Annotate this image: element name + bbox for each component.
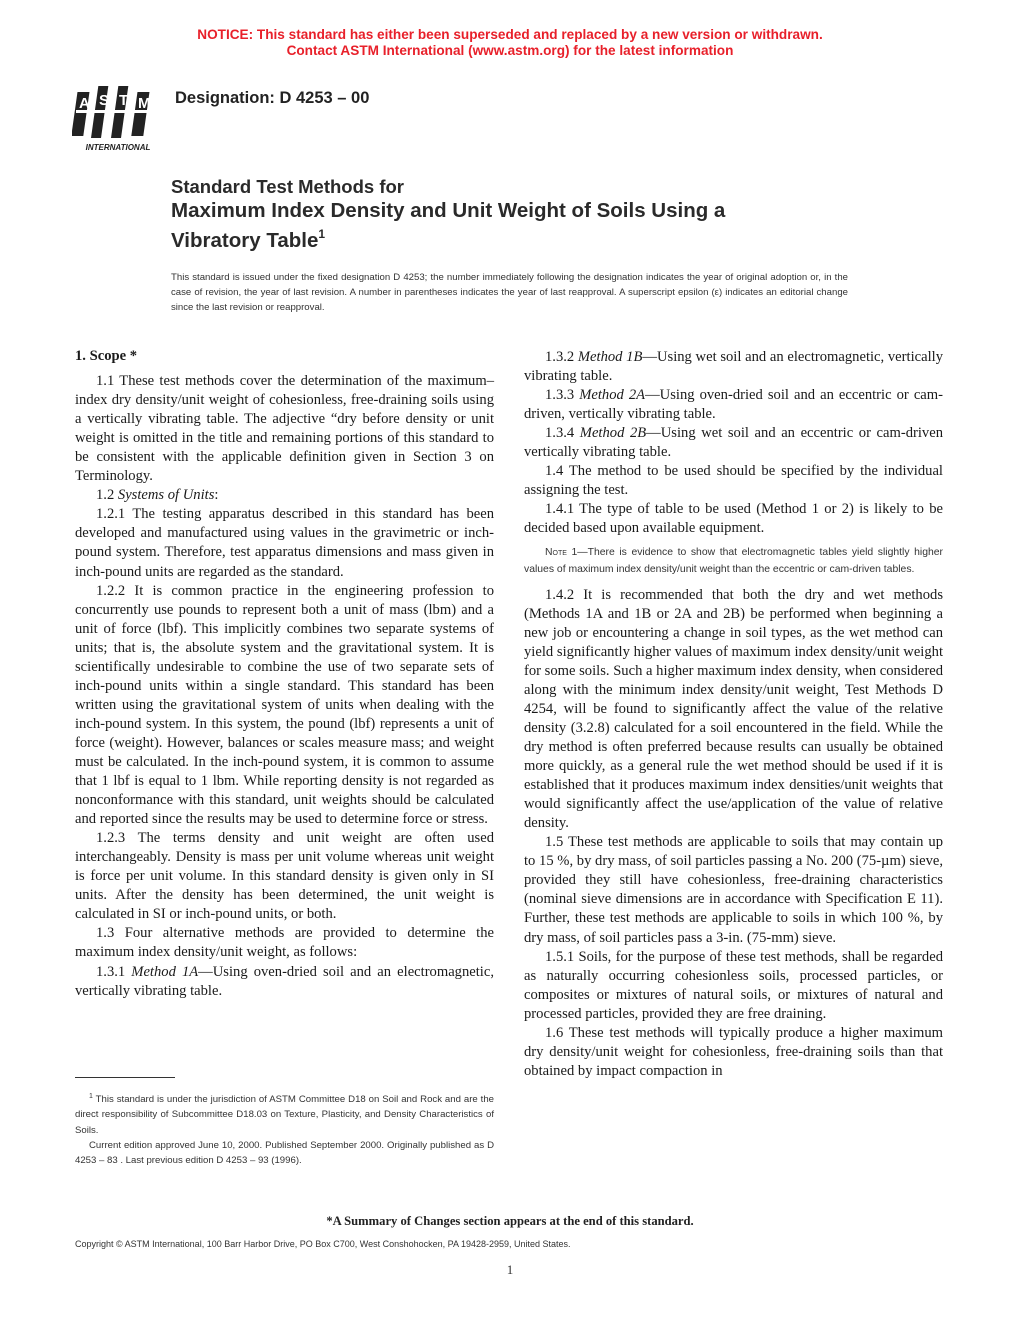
para-1-5-1: 1.5.1 Soils, for the purpose of these test methods, shall be regarded as naturally occurring cohesionless soils, processed particles, or composites or mixtures of natural soils, or mixtures of natural and processed particles, provided they are free draining.	[524, 948, 943, 1022]
para-1-4-1: 1.4.1 The type of table to be used (Method 1 or 2) is likely to be decided based upon available equipment.	[524, 501, 943, 537]
note-label: Note 1	[545, 547, 578, 559]
notice-line-2: Contact ASTM International (www.astm.org) for the latest information	[286, 43, 734, 58]
page-number: 1	[506, 1262, 514, 1277]
para-1-2: 1.2 Systems of Units:	[96, 487, 219, 504]
para-1-4: 1.4 The method to be used should be specified by the individual assigning the test.	[524, 463, 943, 499]
para-1-2-1: 1.2.1 The testing apparatus described in this standard has been developed and manufactured using values in the gravimetric or inch-pound system. Therefore, test apparatus dimensions and mass given in inch-pound units are regarded as the standard.	[75, 506, 494, 580]
para-1-3: 1.3 Four alternative methods are provided to determine the maximum index density/unit weight, as follows:	[75, 925, 494, 961]
footnote-para-1: $^1$ This standard is under the jurisdiction of ASTM Committee D18 on Soil and Rock and are the direct responsibility of Subcommittee D18.03 on Texture, Plasticity, and Density Characteristics of Soils.	[75, 1093, 494, 1136]
copyright-line: Copyright © ASTM International, 100 Barr Harbor Drive, PO Box C700, West Conshohocken, PA 19428-2959, United States.	[75, 1239, 571, 1249]
svg-text:S: S	[99, 92, 110, 109]
para-1-3-2: 1.3.2 Method 1B—Using wet soil and an electromagnetic, vertically vibrating table.	[524, 349, 943, 385]
para-1-6: 1.6 These test methods will typically produce a higher maximum dry density/unit weight for cohesionless, free-draining soils than that obtained by impact compaction in	[524, 1024, 943, 1079]
para-1-1: 1.1 These test methods cover the determination of the maximum–index dry density/unit weight of cohesionless, free-draining soils using a vertically vibrating table. The adjective “dry before density or unit weight is omitted in the title and remaining portions of this standard to be consistent with the applicable definition given in Section 3 on Terminology.	[75, 373, 494, 485]
para-1-2-3: 1.2.3 The terms density and unit weight are often used interchangeably. Density is mass per unit volume whereas unit weight is force per unit volume. In this standard density is given only in SI units. After the density has been determined, the unit weight is calculated in SI or inch-pound units, or both.	[75, 830, 494, 923]
note-1: Note 1—There is evidence to show that electromagnetic tables yield slightly higher values of maximum index density/unit weight than the eccentric or cam-driven tables.	[524, 547, 943, 576]
title-line-1: Standard Test Methods for	[171, 176, 404, 197]
svg-text:M: M	[138, 95, 151, 112]
para-1-2-2: 1.2.2 It is common practice in the engineering profession to concurrently use pounds to represent both a unit of mass (lbm) and a unit of force (lbf). This implicitly combines two separate systems of units; that is, the absolute system and the gravitational system. It is scientifically undesirable to combine the use of two separate sets of inch-pound units within a single standard. This standard has been written using the gravitational system of units when dealing with the inch-pound system. In this system, the pound (lbf) represents a unit of force (weight). However, balances or scales measure mass; and weight must be calculated. In the inch-pound system, it is common to assume that 1 lbf is equal to 1 lbm. While reporting density is not regarded as nonconformance with this standard, unit weights should be calculated and reported since the results may be used to determine force or stress.	[75, 582, 494, 828]
designation: Designation: D 4253 – 00	[175, 89, 370, 107]
summary-of-changes-note: *A Summary of Changes section appears at the end of this standard.	[326, 1214, 694, 1228]
footnote-para-2: Current edition approved June 10, 2000. Published September 2000. Originally published as D 4253 – 83 . Last previous edition D 4253 – 93 (1996).	[75, 1140, 494, 1167]
document-title	[171, 176, 871, 253]
astm-logo	[72, 74, 164, 154]
title-footnote-mark: 1	[318, 227, 326, 241]
right-column	[524, 348, 943, 1081]
issuance-note: This standard is issued under the fixed designation D 4253; the number immediately following the designation indicates the year of original adoption or, in the case of revision, the year of last revision. A number in parentheses indicates the year of last reapproval. A superscript epsilon (ε) indicates an editorial change since the last revision or reapproval.	[171, 272, 848, 314]
para-1-3-3: 1.3.3 Method 2A—Using oven-dried soil and an eccentric or cam-driven, vertically vibrating table.	[524, 387, 943, 423]
para-1-3-4: 1.3.4 Method 2B—Using wet soil and an eccentric or cam-driven vertically vibrating table.	[524, 425, 943, 461]
footnote	[75, 1089, 494, 1169]
para-1-3-1: 1.3.1 Method 1A—Using oven-dried soil and an electromagnetic, vertically vibrating table.	[75, 963, 494, 999]
footnote-divider	[75, 1077, 175, 1078]
notice-line-1: NOTICE: This standard has either been superseded and replaced by a new version or withdrawn.	[197, 27, 823, 42]
para-1-5: 1.5 These test methods are applicable to soils that may contain up to 15 %, by dry mass, of soil particles passing a No. 200 (75-µm) sieve, provided they still have cohesionless, free-draining characteristics (nominal sieve dimensions are in accordance with Specification E 11). Further, these test methods are applicable to soils in which 100 %, by dry mass, of soil particles pass a 3-in. (75-mm) sieve.	[524, 834, 943, 946]
title-line-2: Maximum Index Density and Unit Weight of Soils Using a	[171, 199, 726, 222]
para-1-4-2: 1.4.2 It is recommended that both the dry and wet methods (Methods 1A and 1B or 2A and 2B) be performed when beginning a new job or encountering a change in soil types, as the wet method can yield significantly higher values of maximum index density/unit weight for some soils. Such a higher maximum index density, when considered along with the minimum index density/unit weight, Test Methods D 4254, will be found to significantly affect the value of the relative density (3.2.8) calculated for a soil encountered in the field. While the dry method is often preferred because results can usually be obtained more quickly, as a general rule the wet method should be used if it is established that it produces maximum index densities/unit weights that would significantly affect the use/application of the value of relative density.	[524, 586, 943, 832]
logo-letters: A	[79, 95, 90, 112]
section-heading-scope: 1. Scope *	[75, 348, 138, 364]
supersede-notice	[0, 27, 1020, 59]
logo-org: INTERNATIONAL	[85, 143, 151, 152]
title-line-3: Vibratory Table$^1$	[171, 227, 326, 252]
left-column	[75, 347, 494, 1001]
svg-text:T: T	[119, 92, 129, 109]
